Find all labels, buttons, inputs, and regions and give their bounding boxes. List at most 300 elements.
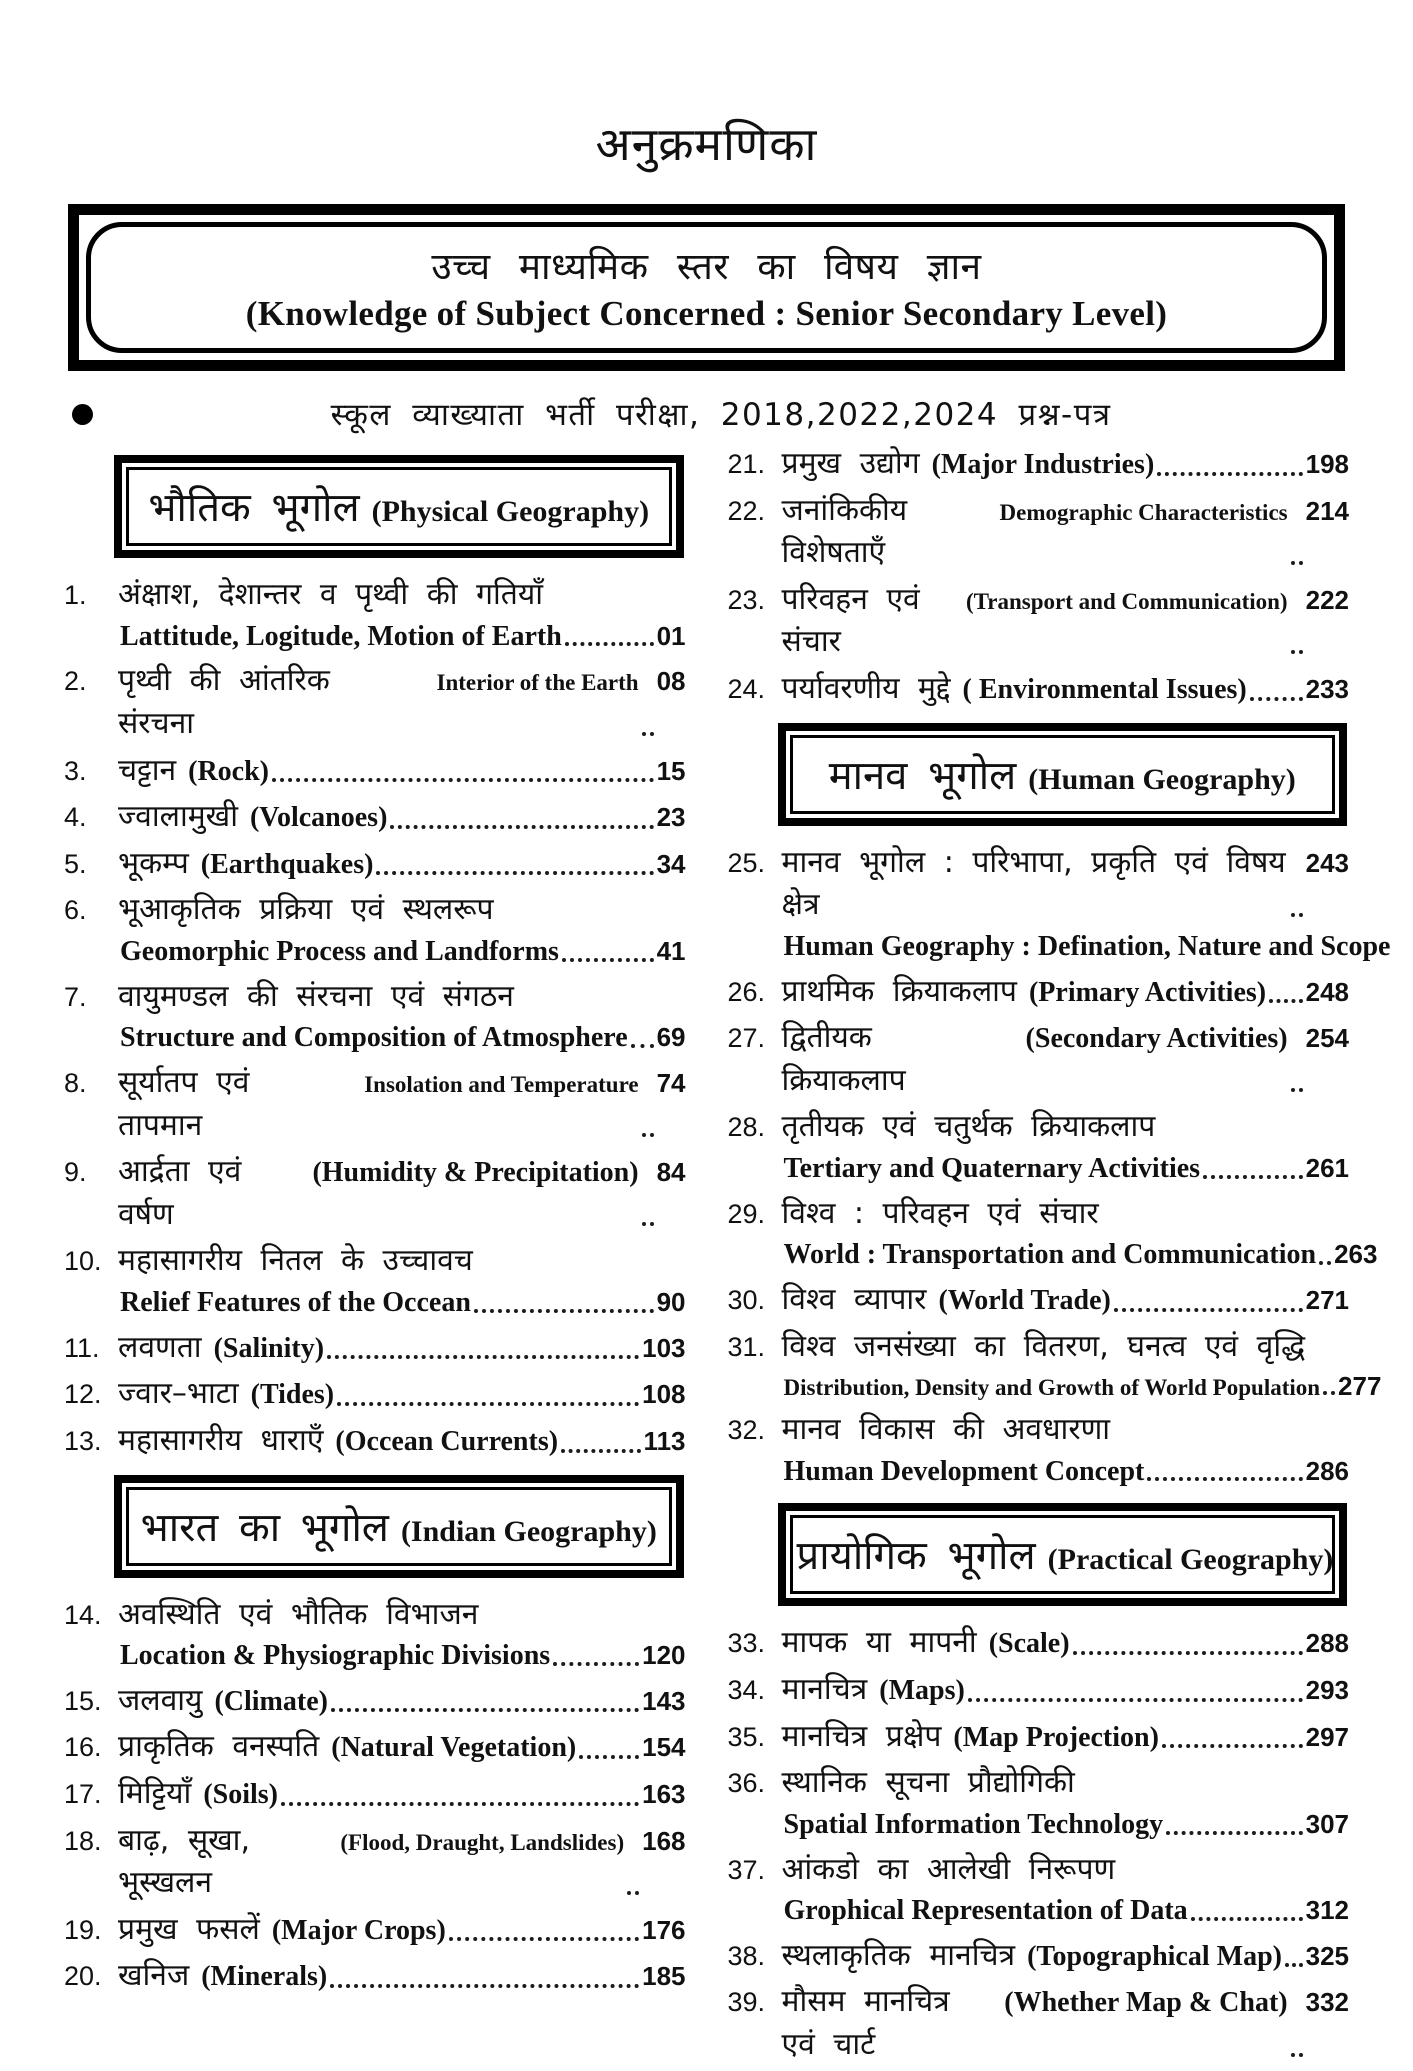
toc-entry xyxy=(728,1106,1350,1188)
entry-line xyxy=(728,1891,1350,1931)
entry-number: 15. xyxy=(64,1685,102,1716)
dotted-leader xyxy=(642,1133,654,1137)
entry-number: 27. xyxy=(727,1023,766,1054)
entry-line xyxy=(728,1193,1350,1236)
entry-text-hindi: अवस्थिति एवं भौतिक विभाजन xyxy=(118,1596,479,1632)
entry-text-english: Spatial Information Technology xyxy=(783,1808,1164,1840)
entry-text-english: Lattitude, Logitude, Motion of Earth xyxy=(120,620,562,652)
dotted-leader xyxy=(390,825,653,829)
toc-entry xyxy=(728,1935,1350,1978)
entry-number: 24. xyxy=(727,673,766,704)
page-number: 69 xyxy=(656,1022,686,1053)
entry-number: 19. xyxy=(64,1914,102,1945)
page-number: 154 xyxy=(642,1732,686,1763)
page-number: 222 xyxy=(1305,584,1349,615)
entry-text-hindi: ज्वार–भाटा xyxy=(118,1376,239,1412)
section-title-english: (Indian Geography) xyxy=(400,1514,657,1548)
entry-number: 39. xyxy=(727,1987,766,2018)
entry-line xyxy=(728,1326,1350,1369)
entry-line xyxy=(728,443,1350,486)
entry-text-english: (Flood, Draught, Landslides) xyxy=(340,1829,625,1855)
toc-entry xyxy=(64,796,686,839)
entry-number: 26. xyxy=(727,976,766,1007)
dotted-leader xyxy=(1291,2053,1303,2057)
entry-number: 1. xyxy=(64,580,87,610)
dotted-leader xyxy=(449,1937,639,1941)
entry-line xyxy=(64,1636,686,1676)
subject-header-english: (Knowledge of Subject Concerned : Senior Secondary Level) xyxy=(245,294,1168,333)
entry-text-english: Human Geography : Defination, Nature and Scope xyxy=(783,930,1391,962)
entry-text-hindi: अंक्षाश, देशान्तर व पृथ्वी की गतियाँ xyxy=(118,577,544,612)
entry-line xyxy=(728,668,1350,711)
section-title-hindi: मानव भूगोल xyxy=(828,752,1017,799)
dotted-leader xyxy=(562,958,654,962)
entry-line xyxy=(728,490,1350,575)
page-number: 263 xyxy=(1334,1239,1378,1270)
dotted-leader xyxy=(1157,472,1302,476)
toc-entry xyxy=(728,668,1350,711)
entry-number: 34. xyxy=(727,1675,766,1705)
subject-header-hindi: उच्च माध्यमिक स्तर का विषय ज्ञान xyxy=(431,245,982,288)
toc-entry xyxy=(728,1716,1350,1759)
toc-entry xyxy=(728,443,1350,486)
page-number: 185 xyxy=(642,1961,686,1992)
entry-number: 28. xyxy=(727,1112,766,1143)
entry-number: 18. xyxy=(64,1825,102,1856)
entry-line xyxy=(64,1151,686,1236)
page-number: 286 xyxy=(1305,1455,1349,1486)
toc-entry xyxy=(728,1762,1350,1844)
exam-line-text: स्कूल व्याख्याता भर्ती परीक्षा, 2018,2022,2024 प्रश्न-पत्र xyxy=(330,397,1112,433)
entry-line xyxy=(64,1680,686,1723)
entry-text-english: Geomorphic Process and Landforms xyxy=(120,935,559,967)
toc-entry xyxy=(64,1062,686,1147)
page-number: 08 xyxy=(656,666,686,697)
dotted-leader xyxy=(1291,913,1303,917)
entry-line xyxy=(64,932,686,972)
entry-text-hindi: विश्व जनसंख्या का वितरण, घनत्व एवं वृद्धि xyxy=(781,1328,1306,1364)
entry-line xyxy=(64,1773,686,1816)
page-number: 312 xyxy=(1305,1895,1349,1926)
entry-line xyxy=(728,1762,1350,1805)
entry-line xyxy=(64,1420,686,1463)
toc-entry xyxy=(64,1955,686,1998)
entry-text-english: (Major Industries) xyxy=(931,449,1155,480)
dotted-leader xyxy=(579,1755,639,1759)
dotted-leader xyxy=(272,778,654,782)
entry-text-hindi: प्राकृतिक वनस्पति xyxy=(118,1729,320,1765)
entry-number: 20. xyxy=(64,1961,102,1992)
entry-number: 4. xyxy=(64,802,87,833)
entry-text-english: (Whether Map & Chat) xyxy=(1004,1987,1288,2019)
entry-line xyxy=(64,1955,686,1998)
page-number: 297 xyxy=(1305,1721,1349,1752)
entry-number: 3. xyxy=(64,755,87,786)
toc-entry xyxy=(64,843,686,886)
dotted-leader xyxy=(331,1708,639,1712)
entry-text-hindi: वायुमण्डल की संरचना एवं संगठन xyxy=(118,978,514,1014)
entry-line xyxy=(728,971,1350,1014)
entry-line xyxy=(64,574,686,617)
toc-entry xyxy=(64,1773,686,1816)
exam-line-row xyxy=(64,393,1349,435)
entry-text-english: Demographic Characteristics xyxy=(999,499,1288,525)
toc-entry xyxy=(64,1820,686,1905)
entry-text-hindi: बाढ़, सूखा, भूस्खलन xyxy=(118,1822,250,1901)
page-number: 143 xyxy=(642,1685,686,1716)
entry-text-english: ( Environmental Issues) xyxy=(962,673,1247,705)
entry-text-english: Interior of the Earth xyxy=(436,670,639,696)
section-title-hindi: भारत का भूगोल xyxy=(140,1504,389,1551)
entry-number: 13. xyxy=(64,1425,102,1456)
subject-header-inner xyxy=(86,222,1327,353)
toc-entry xyxy=(64,574,686,656)
entry-line xyxy=(728,1235,1378,1275)
page-number: 90 xyxy=(656,1286,686,1317)
toc-entry xyxy=(64,660,686,745)
toc-entry xyxy=(64,976,686,1058)
toc-entry xyxy=(728,1017,1350,1102)
toc-entry xyxy=(64,1327,686,1370)
entry-text-hindi: महासागरीय धाराएँ xyxy=(118,1422,324,1458)
toc-left-column xyxy=(64,443,686,2071)
page-number: 307 xyxy=(1305,1808,1349,1839)
toc-entry xyxy=(728,971,1350,1014)
entry-text-english: (Scale) xyxy=(988,1628,1070,1660)
entry-text-hindi: मिट्टियाँ xyxy=(118,1776,192,1812)
entry-line xyxy=(728,1935,1350,1978)
dotted-leader xyxy=(330,1984,639,1988)
dotted-leader xyxy=(1250,697,1303,701)
entry-text-english: Tertiary and Quaternary Activities xyxy=(783,1152,1201,1184)
entry-text-hindi: स्थानिक सूचना प्रौद्योगिकी xyxy=(781,1765,1075,1801)
entry-line xyxy=(64,1594,686,1637)
entry-line xyxy=(728,842,1350,927)
page-number: 163 xyxy=(642,1779,686,1810)
entry-line xyxy=(728,1981,1350,2066)
entry-text-english: (World Trade) xyxy=(938,1284,1111,1316)
entry-line xyxy=(64,660,686,745)
entry-text-hindi: तृतीयक एवं चतुर्थक क्रियाकलाप xyxy=(781,1109,1156,1145)
dotted-leader xyxy=(642,732,654,736)
entry-line xyxy=(728,1622,1350,1665)
entry-text-hindi: प्रमुख उद्योग xyxy=(781,446,920,481)
entry-line xyxy=(64,1240,686,1283)
entry-text-hindi: सूर्यातप एवं तापमान xyxy=(118,1065,250,1143)
entry-number: 16. xyxy=(64,1732,102,1763)
entry-text-hindi: आर्द्रता एवं वर्षण xyxy=(118,1154,242,1232)
entry-line xyxy=(64,617,686,657)
entry-number: 31. xyxy=(727,1331,766,1362)
entry-text-hindi: प्रमुख फसलें xyxy=(118,1911,260,1947)
toc-entry xyxy=(728,579,1350,664)
section-title-hindi: भौतिक भूगोल xyxy=(148,485,360,531)
entry-text-hindi: मापक या मापनी xyxy=(781,1625,977,1661)
toc-right-column xyxy=(727,443,1391,2071)
page-number: 74 xyxy=(656,1068,686,1098)
section-title-english: (Practical Geography) xyxy=(1047,1543,1334,1577)
entry-text-hindi: मानव भूगोल : परिभापा, प्रकृति एवं विषय क्षेत्र xyxy=(781,844,1286,923)
entry-text-hindi: भूकम्प xyxy=(118,845,189,881)
toc-entry xyxy=(64,1909,686,1952)
dotted-leader xyxy=(1269,999,1303,1003)
entry-number: 14. xyxy=(64,1599,102,1630)
entry-text-english: (Volcanoes) xyxy=(249,802,388,834)
entry-text-english: (Minerals) xyxy=(201,1961,328,1993)
entry-number: 5. xyxy=(64,848,87,879)
entry-text-hindi: खनिज xyxy=(118,1958,190,1994)
entry-line xyxy=(728,1452,1350,1492)
page-number: 271 xyxy=(1305,1284,1349,1315)
entry-number: 8. xyxy=(64,1068,87,1098)
dotted-leader xyxy=(1291,1088,1303,1092)
page-number: 15 xyxy=(656,755,686,786)
entry-number: 30. xyxy=(727,1284,766,1315)
entry-text-hindi: चट्टान xyxy=(118,752,177,788)
entry-text-hindi: भूआकृतिक प्रक्रिया एवं स्थलरूप xyxy=(118,892,494,928)
page-number: 103 xyxy=(642,1332,686,1363)
page-number: 243 xyxy=(1305,847,1349,878)
entry-text-hindi: ज्वालामुखी xyxy=(118,799,238,835)
entry-line xyxy=(64,1327,686,1370)
entry-text-english: (Map Projection) xyxy=(953,1721,1159,1753)
entry-line xyxy=(728,1409,1350,1452)
section-header xyxy=(790,1515,1336,1594)
entry-line xyxy=(728,1279,1350,1322)
entry-number: 11. xyxy=(64,1332,100,1363)
dotted-leader xyxy=(1291,561,1303,565)
entry-text-hindi: महासागरीय नितल के उच्चावच xyxy=(118,1243,473,1279)
section-header xyxy=(790,735,1336,814)
entry-text-english: (Humidity & Precipitation) xyxy=(312,1157,639,1189)
entry-line xyxy=(728,1017,1350,1102)
section-header-box xyxy=(114,1475,684,1578)
dotted-leader xyxy=(327,1355,639,1359)
entry-number: 29. xyxy=(727,1198,766,1229)
entry-number: 7. xyxy=(64,981,87,1012)
page-number: 261 xyxy=(1305,1152,1349,1183)
dotted-leader xyxy=(1319,1261,1331,1265)
entry-line xyxy=(64,1726,686,1769)
entry-text-english: (Maps) xyxy=(879,1675,965,1706)
section-header xyxy=(126,467,672,546)
dotted-leader xyxy=(561,1449,640,1453)
entry-number: 17. xyxy=(64,1779,102,1810)
page-number: 332 xyxy=(1305,1987,1349,2018)
dotted-leader xyxy=(968,1698,1303,1702)
page-number: 214 xyxy=(1305,495,1349,526)
entry-text-english: (Natural Vegetation) xyxy=(331,1732,577,1764)
dotted-leader xyxy=(1285,1963,1303,1967)
dotted-leader xyxy=(642,1222,654,1226)
entry-number: 25. xyxy=(727,847,766,878)
page-number: 113 xyxy=(643,1425,686,1456)
entry-text-english: (Transport and Communication) xyxy=(966,588,1288,614)
entry-text-hindi: प्राथमिक क्रियाकलाप xyxy=(781,973,1017,1009)
section-header-box xyxy=(114,455,684,558)
page-number: 233 xyxy=(1305,673,1349,704)
entry-text-hindi: मानचित्र xyxy=(781,1672,868,1707)
toc-entry xyxy=(64,889,686,971)
dotted-leader xyxy=(337,1402,639,1406)
entry-line xyxy=(64,1820,686,1905)
page-number: 84 xyxy=(656,1157,686,1188)
section-header xyxy=(126,1487,672,1566)
dotted-leader xyxy=(1114,1308,1303,1312)
entry-line xyxy=(728,1669,1350,1712)
page-title: अनुक्रमणिका xyxy=(595,117,818,171)
entry-number: 21. xyxy=(727,449,766,479)
toc-entry xyxy=(728,1849,1350,1931)
toc-entry xyxy=(727,1326,1382,1406)
entry-text-english: (Climate) xyxy=(214,1685,328,1717)
page-number: 325 xyxy=(1305,1940,1349,1971)
entry-text-hindi: आंकडो का आलेखी निरूपण xyxy=(781,1851,1116,1887)
dotted-leader xyxy=(631,1044,654,1048)
section-title-english: (Human Geography) xyxy=(1028,762,1296,796)
entry-text-english: (Occean Currents) xyxy=(335,1425,559,1457)
entry-text-hindi: परिवहन एवं संचार xyxy=(781,581,920,660)
dotted-leader xyxy=(1162,1744,1303,1748)
toc-entry xyxy=(64,1373,686,1416)
entry-text-english: (Primary Activities) xyxy=(1028,976,1267,1008)
entry-number: 33. xyxy=(727,1628,766,1659)
entry-text-hindi: मानव विकास की अवधारणा xyxy=(781,1412,1111,1448)
toc-columns xyxy=(64,443,1391,2071)
entry-line xyxy=(64,1909,686,1952)
page-number: 254 xyxy=(1305,1023,1349,1054)
section-title-english: (Physical Geography) xyxy=(371,495,650,528)
toc-entry xyxy=(64,1420,686,1463)
entry-text-english: World : Transportation and Communication xyxy=(783,1239,1317,1271)
entry-line xyxy=(728,1368,1382,1405)
entry-text-english: Relief Features of the Occean xyxy=(120,1286,471,1318)
entry-number: 22. xyxy=(727,495,766,526)
entry-number: 38. xyxy=(727,1940,766,1971)
page-number: 248 xyxy=(1305,976,1349,1007)
entry-line xyxy=(728,1805,1350,1845)
dotted-leader xyxy=(1166,1831,1302,1835)
entry-text-hindi: विश्व : परिवहन एवं संचार xyxy=(781,1195,1099,1231)
entry-number: 35. xyxy=(727,1721,766,1752)
entry-text-hindi: विश्व व्यापार xyxy=(781,1281,927,1317)
page-number: 168 xyxy=(642,1825,686,1856)
page-number: 23 xyxy=(656,802,686,833)
entry-text-english: (Secondary Activities) xyxy=(1025,1023,1288,1055)
dotted-leader xyxy=(281,1802,639,1806)
entry-text-english: (Soils) xyxy=(203,1779,279,1811)
entry-number: 9. xyxy=(64,1157,87,1188)
page-number: 277 xyxy=(1338,1371,1382,1402)
entry-number: 2. xyxy=(64,666,87,697)
entry-line xyxy=(64,843,686,886)
dotted-leader xyxy=(1203,1175,1303,1179)
toc-entry xyxy=(64,750,686,793)
toc-entry xyxy=(64,1594,686,1676)
toc-entry xyxy=(728,490,1350,575)
entry-number: 10. xyxy=(64,1246,102,1277)
entry-text-hindi: जलवायु xyxy=(118,1682,203,1718)
page-number: 120 xyxy=(642,1640,686,1671)
toc-entry xyxy=(64,1240,686,1322)
entry-text-english: (Rock) xyxy=(188,755,270,787)
entry-text-hindi: स्थलाकृतिक मानचित्र xyxy=(781,1937,1016,1973)
entry-number: 37. xyxy=(727,1854,766,1885)
entry-line xyxy=(728,1849,1350,1892)
page-number: 34 xyxy=(656,848,686,879)
dotted-leader xyxy=(1147,1477,1302,1481)
dotted-leader xyxy=(1191,1917,1303,1921)
entry-text-english: (Major Crops) xyxy=(271,1914,446,1946)
dotted-leader xyxy=(627,1891,639,1895)
entry-text-hindi: लवणता xyxy=(118,1329,202,1365)
dotted-leader xyxy=(1323,1391,1335,1395)
entry-text-english: (Topographical Map) xyxy=(1027,1940,1282,1972)
entry-text-english: Distribution, Density and Growth of World Population xyxy=(783,1375,1321,1401)
page-number: 01 xyxy=(656,620,686,651)
entry-line xyxy=(64,1062,686,1147)
toc-entry xyxy=(64,1680,686,1723)
entry-line xyxy=(64,976,686,1019)
entry-line xyxy=(728,1106,1350,1149)
subject-header-box xyxy=(68,204,1345,371)
entry-text-hindi: द्वितीयक क्रियाकलाप xyxy=(781,1020,906,1098)
entry-text-english: (Salinity) xyxy=(213,1332,325,1364)
toc-entry xyxy=(64,1151,686,1236)
entry-number: 36. xyxy=(727,1768,766,1799)
toc-entry xyxy=(728,1279,1350,1322)
toc-entry xyxy=(728,1622,1350,1665)
entry-text-hindi: पर्यावरणीय मुद्दे xyxy=(781,670,951,706)
toc-entry xyxy=(727,842,1391,967)
page-number: 293 xyxy=(1305,1675,1349,1705)
entry-line xyxy=(64,1018,686,1058)
page-number: 108 xyxy=(642,1379,686,1410)
entry-text-english: Structure and Composition of Atmosphere xyxy=(120,1022,628,1054)
entry-text-english: Location & Physiographic Divisions xyxy=(120,1640,551,1672)
entry-line xyxy=(64,1283,686,1323)
entry-line xyxy=(728,1149,1350,1189)
page-number: 41 xyxy=(656,935,686,966)
toc-entry xyxy=(64,1726,686,1769)
section-header-box xyxy=(778,1503,1348,1606)
entry-line xyxy=(728,579,1350,664)
dotted-leader xyxy=(553,1662,639,1666)
entry-text-hindi: मानचित्र प्रक्षेप xyxy=(781,1718,942,1754)
dotted-leader xyxy=(376,871,653,875)
entry-line xyxy=(64,750,686,793)
entry-text-hindi: पृथ्वी की आंतरिक संरचना xyxy=(118,663,330,741)
entry-line xyxy=(64,889,686,932)
toc-entry xyxy=(727,1193,1378,1275)
entry-text-hindi: जनांकिकीय विशेषताएँ xyxy=(781,492,908,571)
entry-text-english: Insolation and Temperature xyxy=(364,1072,639,1097)
toc-entry xyxy=(728,1981,1350,2066)
entry-number: 6. xyxy=(64,895,87,926)
section-title-hindi: प्रायोगिक भूगोल xyxy=(796,1533,1036,1580)
entry-text-english: Human Development Concept xyxy=(783,1455,1145,1487)
entry-line xyxy=(728,1716,1350,1759)
dotted-leader xyxy=(474,1309,654,1313)
entry-line xyxy=(728,927,1391,967)
entry-line xyxy=(64,1373,686,1416)
entry-text-english: (Tides) xyxy=(250,1379,335,1411)
dotted-leader xyxy=(1073,1651,1303,1655)
entry-line xyxy=(64,796,686,839)
entry-text-english: (Earthquakes) xyxy=(200,848,374,880)
toc-entry xyxy=(728,1409,1350,1491)
dotted-leader xyxy=(565,642,654,646)
